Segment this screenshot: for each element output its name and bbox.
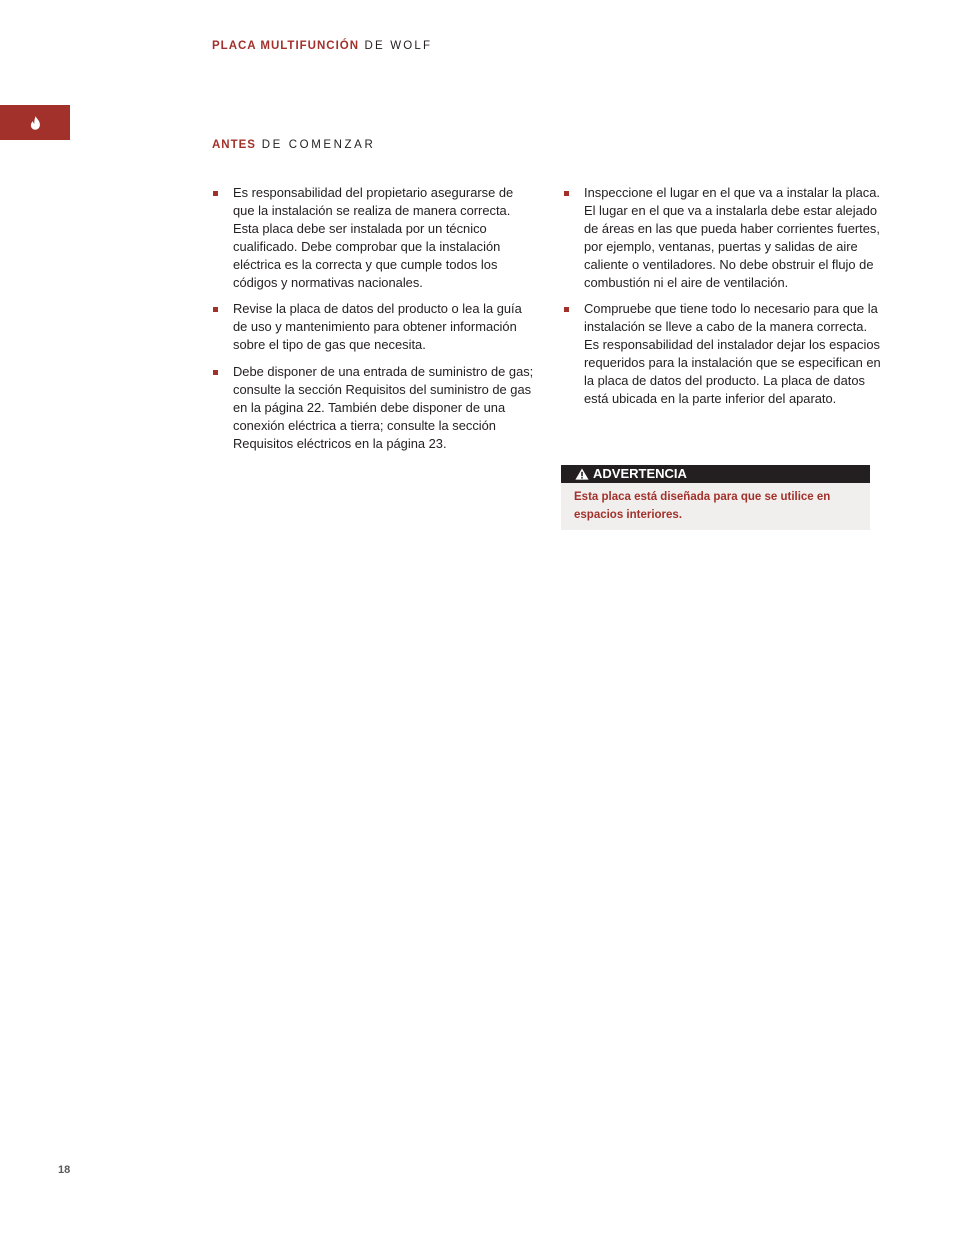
- flame-icon: [30, 116, 41, 130]
- bullet-square-icon: [213, 191, 218, 196]
- list-item-text: Es responsabilidad del propietario asegurarse de que la instalación se realiza de manera correcta. Esta placa debe ser instalada por un técnico cualificado. Debe comprobar que la instalación eléctrica es la correcta y que cumple todos los códigos y normativas nacionales.: [233, 185, 514, 290]
- warning-header: [561, 465, 870, 483]
- list-item: [212, 363, 534, 453]
- list-item: [212, 300, 534, 354]
- list-item: [563, 300, 885, 407]
- section-title-accent: ANTES: [212, 139, 256, 151]
- bullet-square-icon: [564, 307, 569, 312]
- right-bullet-list: [563, 184, 885, 408]
- bullet-square-icon: [213, 307, 218, 312]
- list-item-text: Debe disponer de una entrada de suministro de gas; consulte la sección Requisitos del suministro de gas en la página 22. También debe disponer de una conexión eléctrica a tierra; consulte la sección Requisitos eléctricos en la página 23.: [233, 364, 534, 451]
- list-item-text: Inspeccione el lugar en el que va a instalar la placa. El lugar en el que va a instalarla debe estar alejado de áreas en las que pueda haber corrientes fuertes, por ejemplo, ventanas, puertas y salidas de aire caliente o ventiladores. No debe obstruir el flujo de combustión ni el aire de ventilación.: [584, 185, 880, 290]
- list-item: [563, 184, 885, 291]
- left-bullet-list: [212, 184, 534, 453]
- warning-triangle-icon: [575, 468, 589, 480]
- list-item-text: Compruebe que tiene todo lo necesario para que la instalación se lleve a cabo de la manera correcta. Es responsabilidad del instalador dejar los espacios requeridos para la instalación que se especifican en la placa de datos del producto. La placa de datos está ubicada en la parte inferior del aparato.: [584, 301, 881, 406]
- page-number: 18: [58, 1164, 71, 1176]
- section-tab: [0, 105, 70, 140]
- section-title: [212, 139, 375, 151]
- right-column: [563, 184, 885, 417]
- section-title-rest: DE COMENZAR: [255, 139, 376, 151]
- list-item: [212, 184, 534, 291]
- list-item-text: Revise la placa de datos del producto o lea la guía de uso y mantenimiento para obtener información sobre el tipo de gas que necesita.: [233, 301, 522, 353]
- page-header: [212, 40, 432, 52]
- left-column: [212, 184, 534, 462]
- warning-title: ADVERTENCIA: [593, 466, 687, 481]
- warning-text: Esta placa está diseñada para que se utilice en espacios interiores.: [561, 483, 870, 530]
- warning-box: [561, 465, 870, 530]
- header-title-rest: DE WOLF: [359, 40, 433, 52]
- bullet-square-icon: [564, 191, 569, 196]
- bullet-square-icon: [213, 370, 218, 375]
- header-title-accent: PLACA MULTIFUNCIÓN: [212, 40, 360, 52]
